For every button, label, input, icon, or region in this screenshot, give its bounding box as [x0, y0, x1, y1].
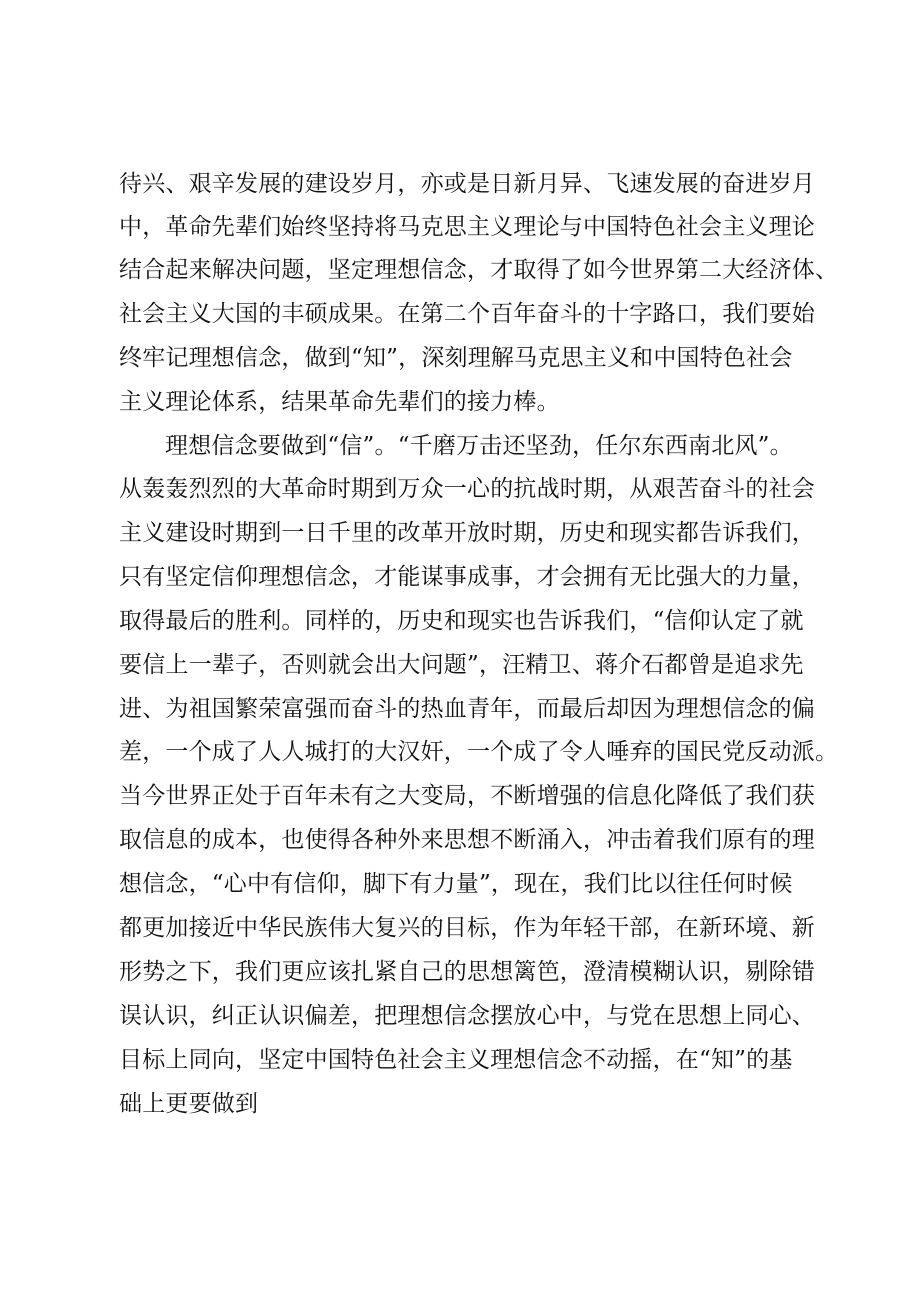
text-line: 待兴、艰辛发展的建设岁月，亦或是日新月异、飞速发展的奋进岁月 [119, 171, 815, 197]
text-line: 从轰轰烈烈的大革命时期到万众一心的抗战时期，从艰苦奋斗的社会 [119, 476, 815, 502]
text-line: 主义理论体系，结果革命先辈们的接力棒。 [119, 389, 560, 415]
text-line: 形势之下，我们更应该扎紧自己的思想篱笆，澄清模糊认识，剔除错 [119, 959, 815, 985]
text-line: 当今世界正处于百年未有之大变局，不断增强的信息化降低了我们获 [119, 783, 815, 809]
text-line: 结合起来解决问题，坚定理想信念，才取得了如今世界第二大经济体、 [119, 257, 839, 283]
text-line: 取信息的成本，也使得各种外来思想不断涌入，冲击着我们原有的理 [119, 827, 815, 853]
text-line: 只有坚定信仰理想信念，才能谋事成事，才会拥有无比强大的力量， [119, 564, 815, 590]
text-line: 误认识，纠正认识偏差，把理想信念摆放心中，与党在思想上同心、 [119, 1003, 815, 1029]
text-line: 差，一个成了人人城打的大汉奸，一个成了令人唾弃的国民党反动派。 [119, 739, 839, 765]
text-line: 进、为祖国繁荣富强而奋斗的热血青年，而最后却因为理想信念的偏 [119, 696, 815, 722]
text-line: 中，革命先辈们始终坚持将马克思主义理论与中国特色社会主义理论 [119, 214, 815, 240]
text-line: 目标上同向，坚定中国特色社会主义理想信念不动摇，在“知”的基 [119, 1047, 793, 1073]
text-line: 取得最后的胜利。同样的，历史和现实也告诉我们，“信仰认定了就 [119, 608, 804, 634]
text-line: 想信念，“心中有信仰，脚下有力量”，现在，我们比以往任何时候 [119, 871, 793, 897]
text-line: 都更加接近中华民族伟大复兴的目标，作为年轻干部，在新环境、新 [119, 915, 815, 941]
text-line: 主义建设时期到一日千里的改革开放时期，历史和现实都告诉我们， [119, 520, 815, 546]
text-line: 社会主义大国的丰硕成果。在第二个百年奋斗的十字路口，我们要始 [119, 301, 815, 327]
text-line: 理想信念要做到“信”。“千磨万击还坚劲，任尔东西南北风”。 [165, 433, 793, 459]
text-line: 要信上一辈子，否则就会出大问题”，汪精卫、蒋介石都曾是追求先 [119, 652, 804, 678]
text-line: 础上更要做到 [119, 1091, 259, 1117]
text-line: 终牢记理想信念，做到“知”，深刻理解马克思主义和中国特色社会 [119, 345, 793, 371]
